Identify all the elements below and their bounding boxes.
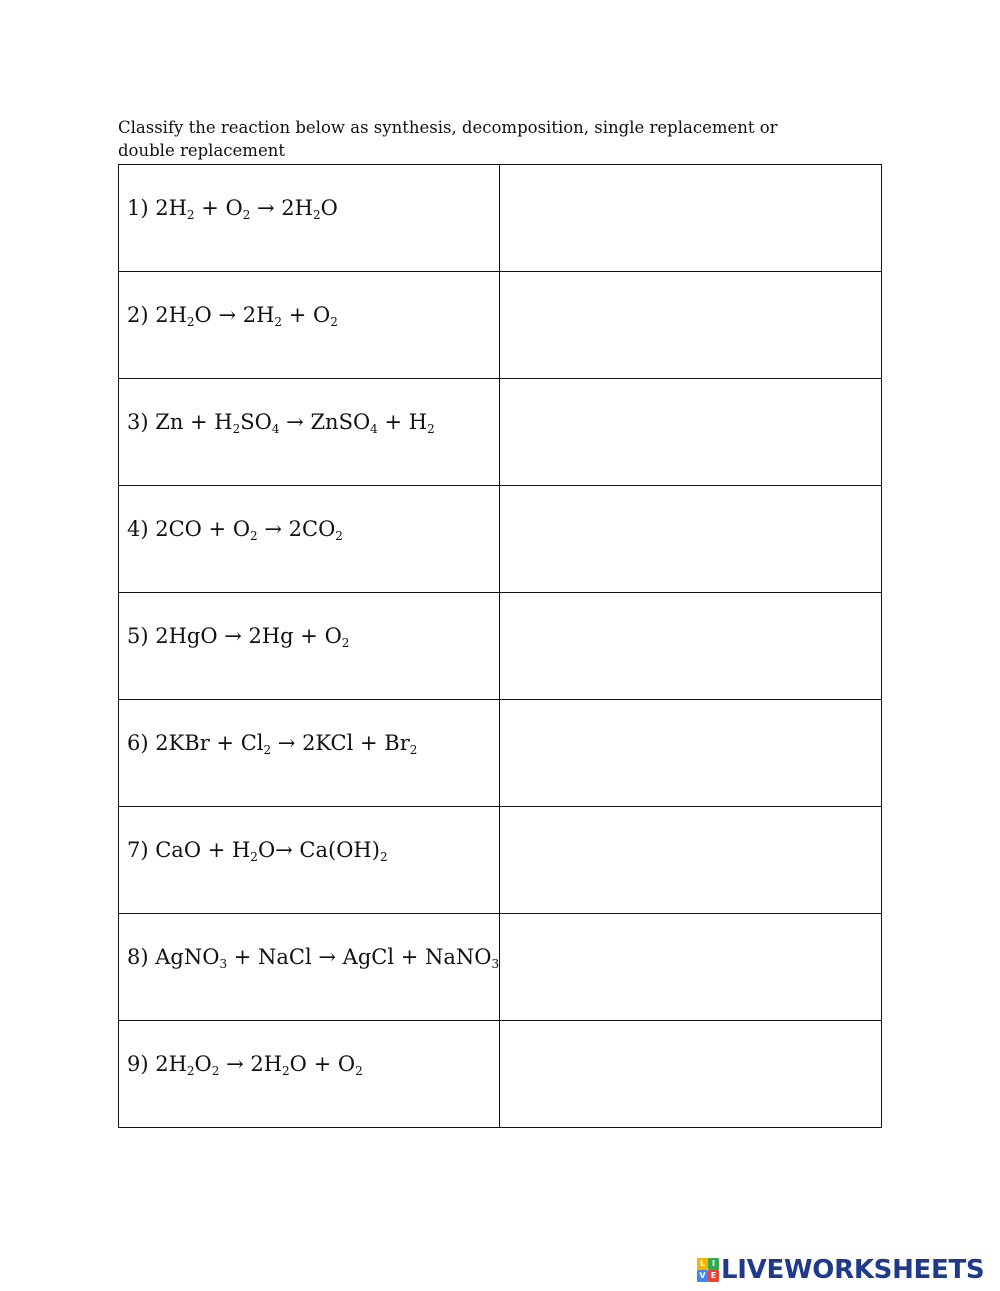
equation-text: O + O — [289, 1052, 356, 1076]
equation-segment — [195, 196, 251, 220]
equation-segment — [127, 731, 271, 755]
reaction-cell — [119, 700, 500, 807]
equation-text: → 2H — [250, 196, 313, 220]
equation-text: 9) 2H — [127, 1052, 187, 1076]
equation-text: 6) 2KBr + Cl — [127, 731, 264, 755]
equation-subscript: 2 — [312, 208, 321, 222]
reaction-row — [119, 272, 882, 379]
reaction-equation — [119, 486, 499, 542]
answer-field[interactable] — [500, 807, 881, 913]
equation-text: O — [194, 1052, 212, 1076]
equation-subscript: 2 — [282, 1064, 290, 1078]
equation-subscript: 2 — [263, 743, 272, 757]
equation-segment — [195, 303, 282, 327]
equation-segment — [127, 624, 349, 648]
reactions-table-body — [119, 165, 882, 1128]
equation-segment — [378, 410, 435, 434]
reaction-row — [119, 165, 882, 272]
answer-cell[interactable] — [500, 700, 882, 807]
equation-subscript: 2 — [330, 315, 338, 329]
reaction-equation — [119, 914, 499, 970]
equation-subscript: 2 — [274, 315, 283, 329]
logo-text: LIVEWORKSHEETS — [721, 1255, 985, 1285]
equation-subscript: 2 — [242, 208, 251, 222]
answer-cell[interactable] — [500, 593, 882, 700]
answer-cell[interactable] — [500, 486, 882, 593]
equation-subscript: 3 — [491, 957, 500, 971]
reaction-cell — [119, 272, 500, 379]
answer-field[interactable] — [500, 379, 881, 485]
equation-segment — [227, 945, 499, 969]
equation-text: O→ Ca(OH) — [257, 838, 380, 862]
equation-text: O → 2H — [194, 303, 275, 327]
reaction-row — [119, 593, 882, 700]
equation-segment — [250, 196, 320, 220]
equation-subscript: 2 — [250, 850, 258, 864]
logo-letter: I — [708, 1258, 719, 1270]
reaction-equation — [119, 272, 499, 328]
answer-field[interactable] — [500, 1021, 881, 1127]
reaction-row — [119, 1021, 882, 1128]
equation-text: + O — [194, 196, 243, 220]
liveworksheets-logo — [697, 1255, 984, 1285]
equation-segment — [127, 196, 195, 220]
answer-cell[interactable] — [500, 379, 882, 486]
equation-text: 3) Zn + H — [127, 410, 233, 434]
equation-segment — [127, 410, 240, 434]
reaction-equation — [119, 165, 499, 221]
answer-cell[interactable] — [500, 1021, 882, 1128]
equation-subscript: 2 — [186, 315, 195, 329]
answer-field[interactable] — [500, 593, 881, 699]
equation-segment — [127, 303, 195, 327]
equation-segment — [258, 517, 343, 541]
reaction-row — [119, 379, 882, 486]
equation-segment — [258, 838, 388, 862]
equation-subscript: 2 — [355, 1064, 363, 1078]
liveworksheets-logo-icon — [697, 1258, 719, 1282]
answer-cell[interactable] — [500, 914, 882, 1021]
equation-text: + O — [282, 303, 331, 327]
answer-cell[interactable] — [500, 165, 882, 272]
equation-subscript: 4 — [271, 422, 280, 436]
equation-segment — [321, 196, 338, 220]
logo-letter: E — [708, 1270, 719, 1282]
reaction-cell — [119, 807, 500, 914]
equation-segment — [282, 303, 338, 327]
reaction-cell — [119, 914, 500, 1021]
reaction-equation — [119, 593, 499, 649]
equation-subscript: 2 — [186, 208, 195, 222]
reaction-equation — [119, 807, 499, 863]
equation-subscript: 2 — [409, 743, 418, 757]
reactions-table — [118, 164, 882, 1128]
equation-segment — [127, 838, 258, 862]
reaction-cell — [119, 379, 500, 486]
equation-segment — [240, 410, 279, 434]
reaction-cell — [119, 486, 500, 593]
equation-segment — [127, 945, 227, 969]
answer-cell[interactable] — [500, 272, 882, 379]
reaction-cell — [119, 1021, 500, 1128]
equation-text: 2) 2H — [127, 303, 187, 327]
equation-text: → 2CO — [257, 517, 336, 541]
reaction-row — [119, 914, 882, 1021]
equation-text: 8) AgNO — [127, 945, 220, 969]
equation-segment — [280, 410, 378, 434]
equation-text: → ZnSO — [279, 410, 371, 434]
logo-letter: V — [697, 1270, 708, 1282]
answer-field[interactable] — [500, 914, 881, 1020]
reaction-cell — [119, 165, 500, 272]
equation-segment — [127, 1052, 195, 1076]
equation-text: → 2H — [219, 1052, 283, 1076]
equation-text: O — [320, 196, 338, 220]
reaction-row — [119, 486, 882, 593]
equation-text: + H — [377, 410, 428, 434]
equation-text: + NaCl → AgCl + NaNO — [227, 945, 492, 969]
equation-subscript: 2 — [232, 422, 241, 436]
equation-segment — [127, 517, 258, 541]
equation-text: → 2KCl + Br — [271, 731, 410, 755]
equation-subscript: 2 — [211, 1064, 220, 1078]
answer-cell[interactable] — [500, 807, 882, 914]
equation-text: 7) CaO + H — [127, 838, 251, 862]
reaction-equation — [119, 1021, 499, 1077]
equation-subscript: 2 — [379, 850, 388, 864]
reaction-row — [119, 700, 882, 807]
equation-text: SO — [240, 410, 272, 434]
reaction-cell — [119, 593, 500, 700]
equation-text: 5) 2HgO → 2Hg + O — [127, 624, 342, 648]
instructions-text: Classify the reaction below as synthesis, decomposition, single replacement or double replacement — [118, 118, 778, 160]
reaction-equation — [119, 700, 499, 756]
reaction-row — [119, 807, 882, 914]
equation-subscript: 4 — [370, 422, 378, 436]
answer-field[interactable] — [500, 486, 881, 592]
answer-field[interactable] — [500, 165, 881, 271]
equation-segment — [219, 1052, 289, 1076]
equation-segment — [271, 731, 417, 755]
equation-subscript: 2 — [250, 529, 258, 543]
equation-subscript: 2 — [341, 636, 350, 650]
equation-segment — [290, 1052, 363, 1076]
equation-subscript: 2 — [186, 1064, 195, 1078]
equation-subscript: 2 — [427, 422, 435, 436]
equation-text: 1) 2H — [127, 196, 187, 220]
logo-letter: L — [697, 1258, 708, 1270]
equation-subscript: 2 — [335, 529, 343, 543]
answer-field[interactable] — [500, 272, 881, 378]
equation-text: 4) 2CO + O — [127, 517, 251, 541]
reaction-equation — [119, 379, 499, 435]
answer-field[interactable] — [500, 700, 881, 806]
equation-subscript: 3 — [219, 957, 228, 971]
equation-segment — [195, 1052, 220, 1076]
